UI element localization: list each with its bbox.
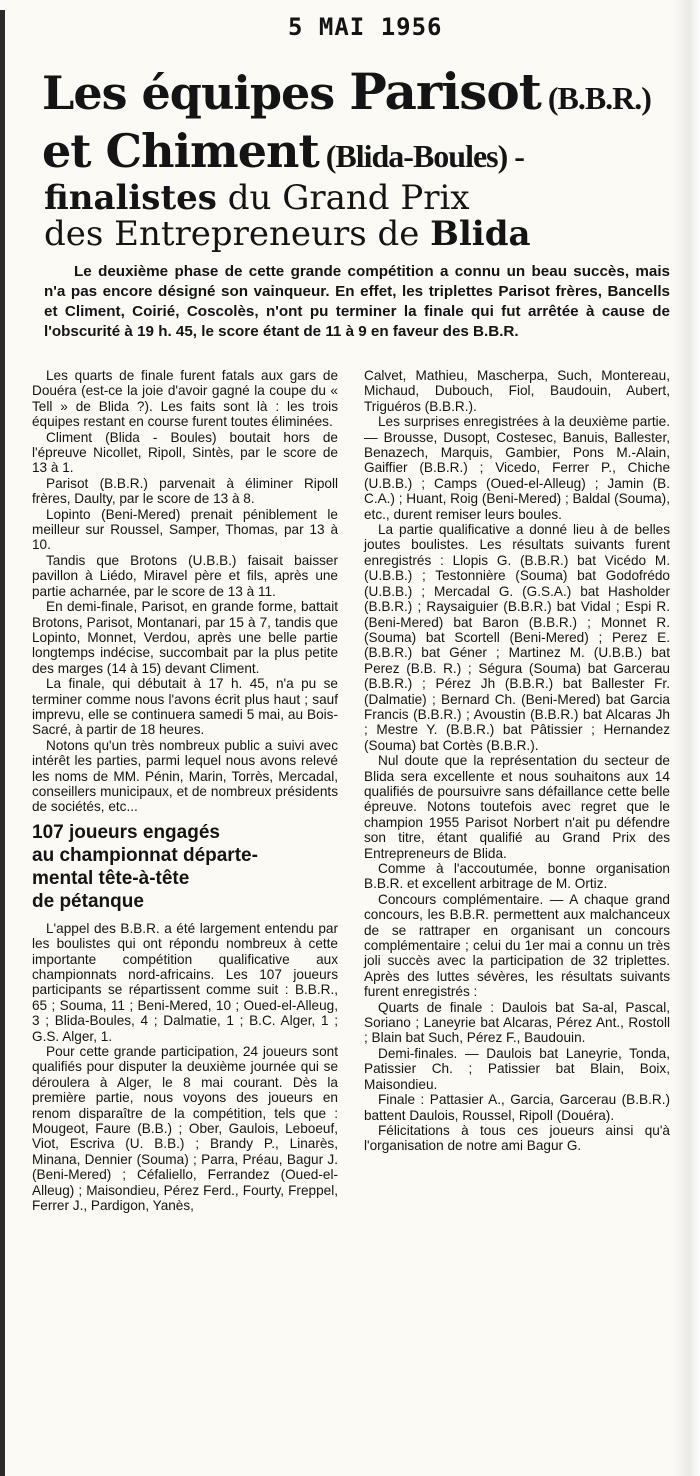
article-paragraph: Demi-finales. — Daulois bat Laneyrie, Tonda, Patissier Ch. ; Patissier bat Blain, Boix, Maisondieu. xyxy=(364,1045,670,1092)
article-paragraph: Pour cette grande participation, 24 joueurs sont qualifiés pour disputer la deuxième journée qui se déroulera à Alger, le 8 mai courant. Dès la première partie, nous voyons des joueurs en renom disparaître de la compétition, tels que : Mougeot, Faure (B.B.) ; Ober, Gaulois, Leboeuf, Viot, Escriva (U. B.B.) ; Brandy P., Linarès, Minana, Dennier (Souma) ; Parra, Préau, Bagur J. (Beni-Mered) ; Céfaliello, Ferrandez (Oued-el-Alleug) ; Maisondieu, Pérez Ferd., Fourty, Freppel, Ferrer J., Pardigon, Yanès, xyxy=(32,1044,338,1214)
article-paragraph: Nul doute que la représentation du secteur de Blida sera excellente et nous souhaitons aux 14 qualifiés de poursuivre sans défaillance cette belle épreuve. Notons toutefois avec regret que le champion 1955 Parisot Norbert n'ait pu défendre son titre, étant qualifié au Grand Prix des Entrepreneurs de Blida. xyxy=(364,753,670,861)
headline-line-1: Les équipes Parisot (B.B.R.) xyxy=(42,62,651,121)
headline-line-4: des Entrepreneurs de Blida xyxy=(44,214,531,254)
right-column xyxy=(364,368,670,1154)
page-curl-shadow xyxy=(674,0,700,1476)
subheading-line: de pétanque xyxy=(32,890,144,912)
article-paragraph: Comme à l'accoutumée, bonne organisation B.B.R. et excellent arbitrage de M. Ortiz. xyxy=(364,861,670,892)
headline-line-3: finalistes du Grand Prix xyxy=(44,178,470,218)
article-paragraph: Parisot (B.B.R.) parvenait à éliminer Ripoll frères, Daulty, par le score de 13 à 8. xyxy=(32,475,338,507)
article-paragraph: Concours complémentaire. — A chaque grand concours, les B.B.R. permettent aux malchanceux de se rattraper en organisant un concours complémentaire ; celui du 1er mai a connu un très joli succès avec la participation de 32 triplettes. Après des luttes sévères, les résultats suivants furent enregistrés : xyxy=(364,891,670,1000)
article-paragraph: La partie qualificative a donné lieu à de belles joutes boulistes. Les résultats suivants furent enregistrés : Llopis G. (B.B.R.) bat Vicédo M. (U.B.B.) ; Testonnière (Souma) bat Godofrédo (U.B.B.) ; Mercadal G. (G.S.A.) bat Hasholder (B.B.R.) ; Raysaiguier (B.B.R.) bat Vidal ; Espi R. (Beni-Mered) bat Baron (B.B.R.) ; Monnet R. (Souma) bat Scortell (Beni-Mered) ; Perez E. (B.B.R.) bat Géner ; Martinez M. (U.B.B.) bat Perez (B.B. R.) ; Ségura (Souma) bat Garcerau (B.B.R.) ; Pérez Jh (B.B.R.) bat Ballester Fr. (Dalmatie) ; Bernard Ch. (Beni-Mered) bat Garcia Francis (B.B.R.) ; Avoustin (B.B.R.) bat Alcaras Jh ; Mestre Y. (B.B.R.) bat Pâtissier ; Hernandez (Souma) bat Cortès (B.B.R.). xyxy=(364,522,670,753)
article-paragraph: Lopinto (Beni-Mered) prenait péniblement le meilleur sur Roussel, Samper, Thomas, par 13 à 10. xyxy=(32,506,338,553)
subheading xyxy=(32,821,338,913)
article-paragraph: Finale : Pattasier A., Garcia, Garcerau (B.B.R.) battent Daulois, Roussel, Ripoll (Douéra). xyxy=(364,1092,670,1123)
article-paragraph: Calvet, Mathieu, Mascherpa, Such, Montereau, Michaud, Dubouch, Fiol, Baudouin, Aubert, Triguéros (B.B.R.). xyxy=(364,368,670,414)
article-paragraph: Tandis que Brotons (U.B.B.) faisait baisser pavillon à Liédo, Miravel père et fils, après une partie acharnée, par le score de 13 à 11. xyxy=(32,552,338,599)
issue-date: 5 MAI 1956 xyxy=(288,13,443,41)
left-column xyxy=(32,368,338,1214)
article-paragraph: L'appel des B.B.R. a été largement entendu par les boulistes qui ont répondu nombreux à cette importante compétition qualificative aux championnats nord-africains. Les 107 joueurs participants se répartissent comme suit : B.B.R., 65 ; Souma, 11 ; Beni-Mered, 10 ; Oued-el-Alleug, 3 ; Blida-Boules, 4 ; Dalmatie, 1 ; B.C. Alger, 1 ; G.S. Alger, 1. xyxy=(32,920,338,1044)
scan-edge xyxy=(0,10,5,1476)
article-paragraph: Climent (Blida - Boules) boutait hors de l'épreuve Nicollet, Ripoll, Sintès, par le score de 13 à 1. xyxy=(32,429,338,476)
lead-text: Le deuxième phase de cette grande compétition a connu un beau succès, mais n'a pas encore désigné son vainqueur. En effet, les triplettes Parisot frères, Bancells et Climent, Coirié, Coscolès, n'ont pu terminer la finale qui fut arrêtée à cause de l'obscurité à 19 h. 45, le score étant de 11 à 9 en faveur des B.B.R. xyxy=(44,263,670,340)
article-paragraph: Les surprises enregistrées à la deuxième partie. — Brousse, Dusopt, Costesec, Banuis, Ballester, Benazech, Marquis, Gambier, Pons M.-Alain, Gaiffier (B.B.R.) ; Vicedo, Ferrer P., Chiche (U.B.B.) ; Camps (Oued-el-Alleug) ; Jamin (B. C.A.) ; Huant, Roig (Beni-Mered) ; Baldal (Souma), etc., durent remiser leurs boules. xyxy=(364,414,670,522)
headline-line-2: et Chiment (Blida-Boules) - xyxy=(42,124,524,178)
article-paragraph: Quarts de finale : Daulois bat Sa-al, Pascal, Soriano ; Laneyrie bat Alcaras, Pérez Ant., Rostoll ; Blain bat Such, Pérez F., Baudouin. xyxy=(364,999,670,1046)
article-paragraph: Félicitations à tous ces joueurs ainsi qu'à l'organisation de notre ami Bagur G. xyxy=(364,1122,670,1154)
article-paragraph: Notons qu'un très nombreux public a suivi avec intérêt les parties, parmi lequel nous avons relevé les noms de MM. Pénin, Marin, Torrès, Mercadal, conseillers municipaux, et de nombreux présidents de sociétés, etc... xyxy=(32,737,338,815)
subheading-line: 107 joueurs engagés xyxy=(32,821,220,843)
subheading-line: mental tête-à-tête xyxy=(32,867,190,889)
subheading-line: au championnat départe- xyxy=(32,844,258,866)
article-paragraph: La finale, qui débutait à 17 h. 45, n'a pu se terminer comme nous l'avons écrit plus haut ; sauf imprevu, elle se continuera samedi 5 mai, au Bois-Sacré, à partir de 18 heures. xyxy=(32,676,338,738)
article-paragraph: Les quarts de finale furent fatals aux gars de Douéra (est-ce la joie d'avoir gagné la coupe du « Tell » de Blida ?). Les faits sont là : les trois équipes restant en course furent toutes éliminées. xyxy=(32,368,338,430)
lead-paragraph xyxy=(44,262,670,342)
article-paragraph: En demi-finale, Parisot, en grande forme, battait Brotons, Parisot, Montanari, par 15 à 7, tandis que Lopinto, Monnet, Verdou, après une belle partie longtemps indécise, succombait par la plus petite des marges (14 à 15) devant Climent. xyxy=(32,599,338,676)
